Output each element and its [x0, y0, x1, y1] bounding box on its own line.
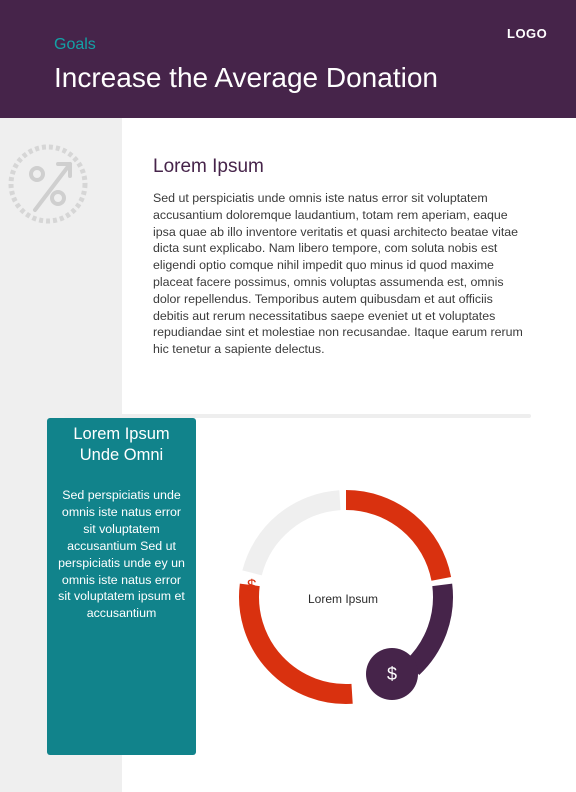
section-heading: Lorem Ipsum — [153, 156, 264, 177]
donut-center-label: Lorem Ipsum — [308, 592, 379, 606]
donut-segment-purple-right — [412, 585, 443, 668]
section-label: Goals — [54, 36, 96, 53]
dollar-marker-bottom: $ — [366, 648, 418, 700]
card-text: Sed perspiciatis unde omnis iste natus error sit voluptatem accusantium Sed ut perspiciatis unde ey un omnis iste natus error sit voluptatem ipsum et accusantium — [58, 488, 185, 621]
donut-segment-orange-top — [346, 500, 441, 579]
card-title-line-2: Unde Omni — [79, 446, 164, 464]
info-card — [47, 418, 196, 755]
header-banner — [0, 0, 576, 118]
logo: LOGO — [507, 26, 548, 41]
donut-segment-track — [252, 500, 340, 573]
page-title: Increase the Average Donation — [54, 62, 438, 93]
card-title-line-1: Lorem Ipsum — [73, 425, 170, 443]
percent-arrow-icon — [6, 142, 90, 226]
card-title — [47, 424, 196, 466]
dollar-marker-left: $ — [247, 576, 257, 595]
body-paragraph: Sed ut perspiciatis unde omnis iste natus error sit voluptatem accusantium doloremque laudantium, totam rem aperiam, eaque ipsa quae ab illo inventore veritatis et quasi architecto beatae vitae dicta sunt explicabo. Nam libero tempore, com soluta nobis est eligendi optio comque nihil impedit quo minus id quod maxime placeat facere possimus, omnis voluptas assumenda est, omnis dolor repellendus. Temporibus autem quibusdam et aut officiis debitis aut rerum necessitatibus saepe eveniet ut et voluptates repudiandae sint et molestiae non recusandae. Itaque earum rerum hic tenetur a sapiente delectus. — [153, 191, 523, 357]
